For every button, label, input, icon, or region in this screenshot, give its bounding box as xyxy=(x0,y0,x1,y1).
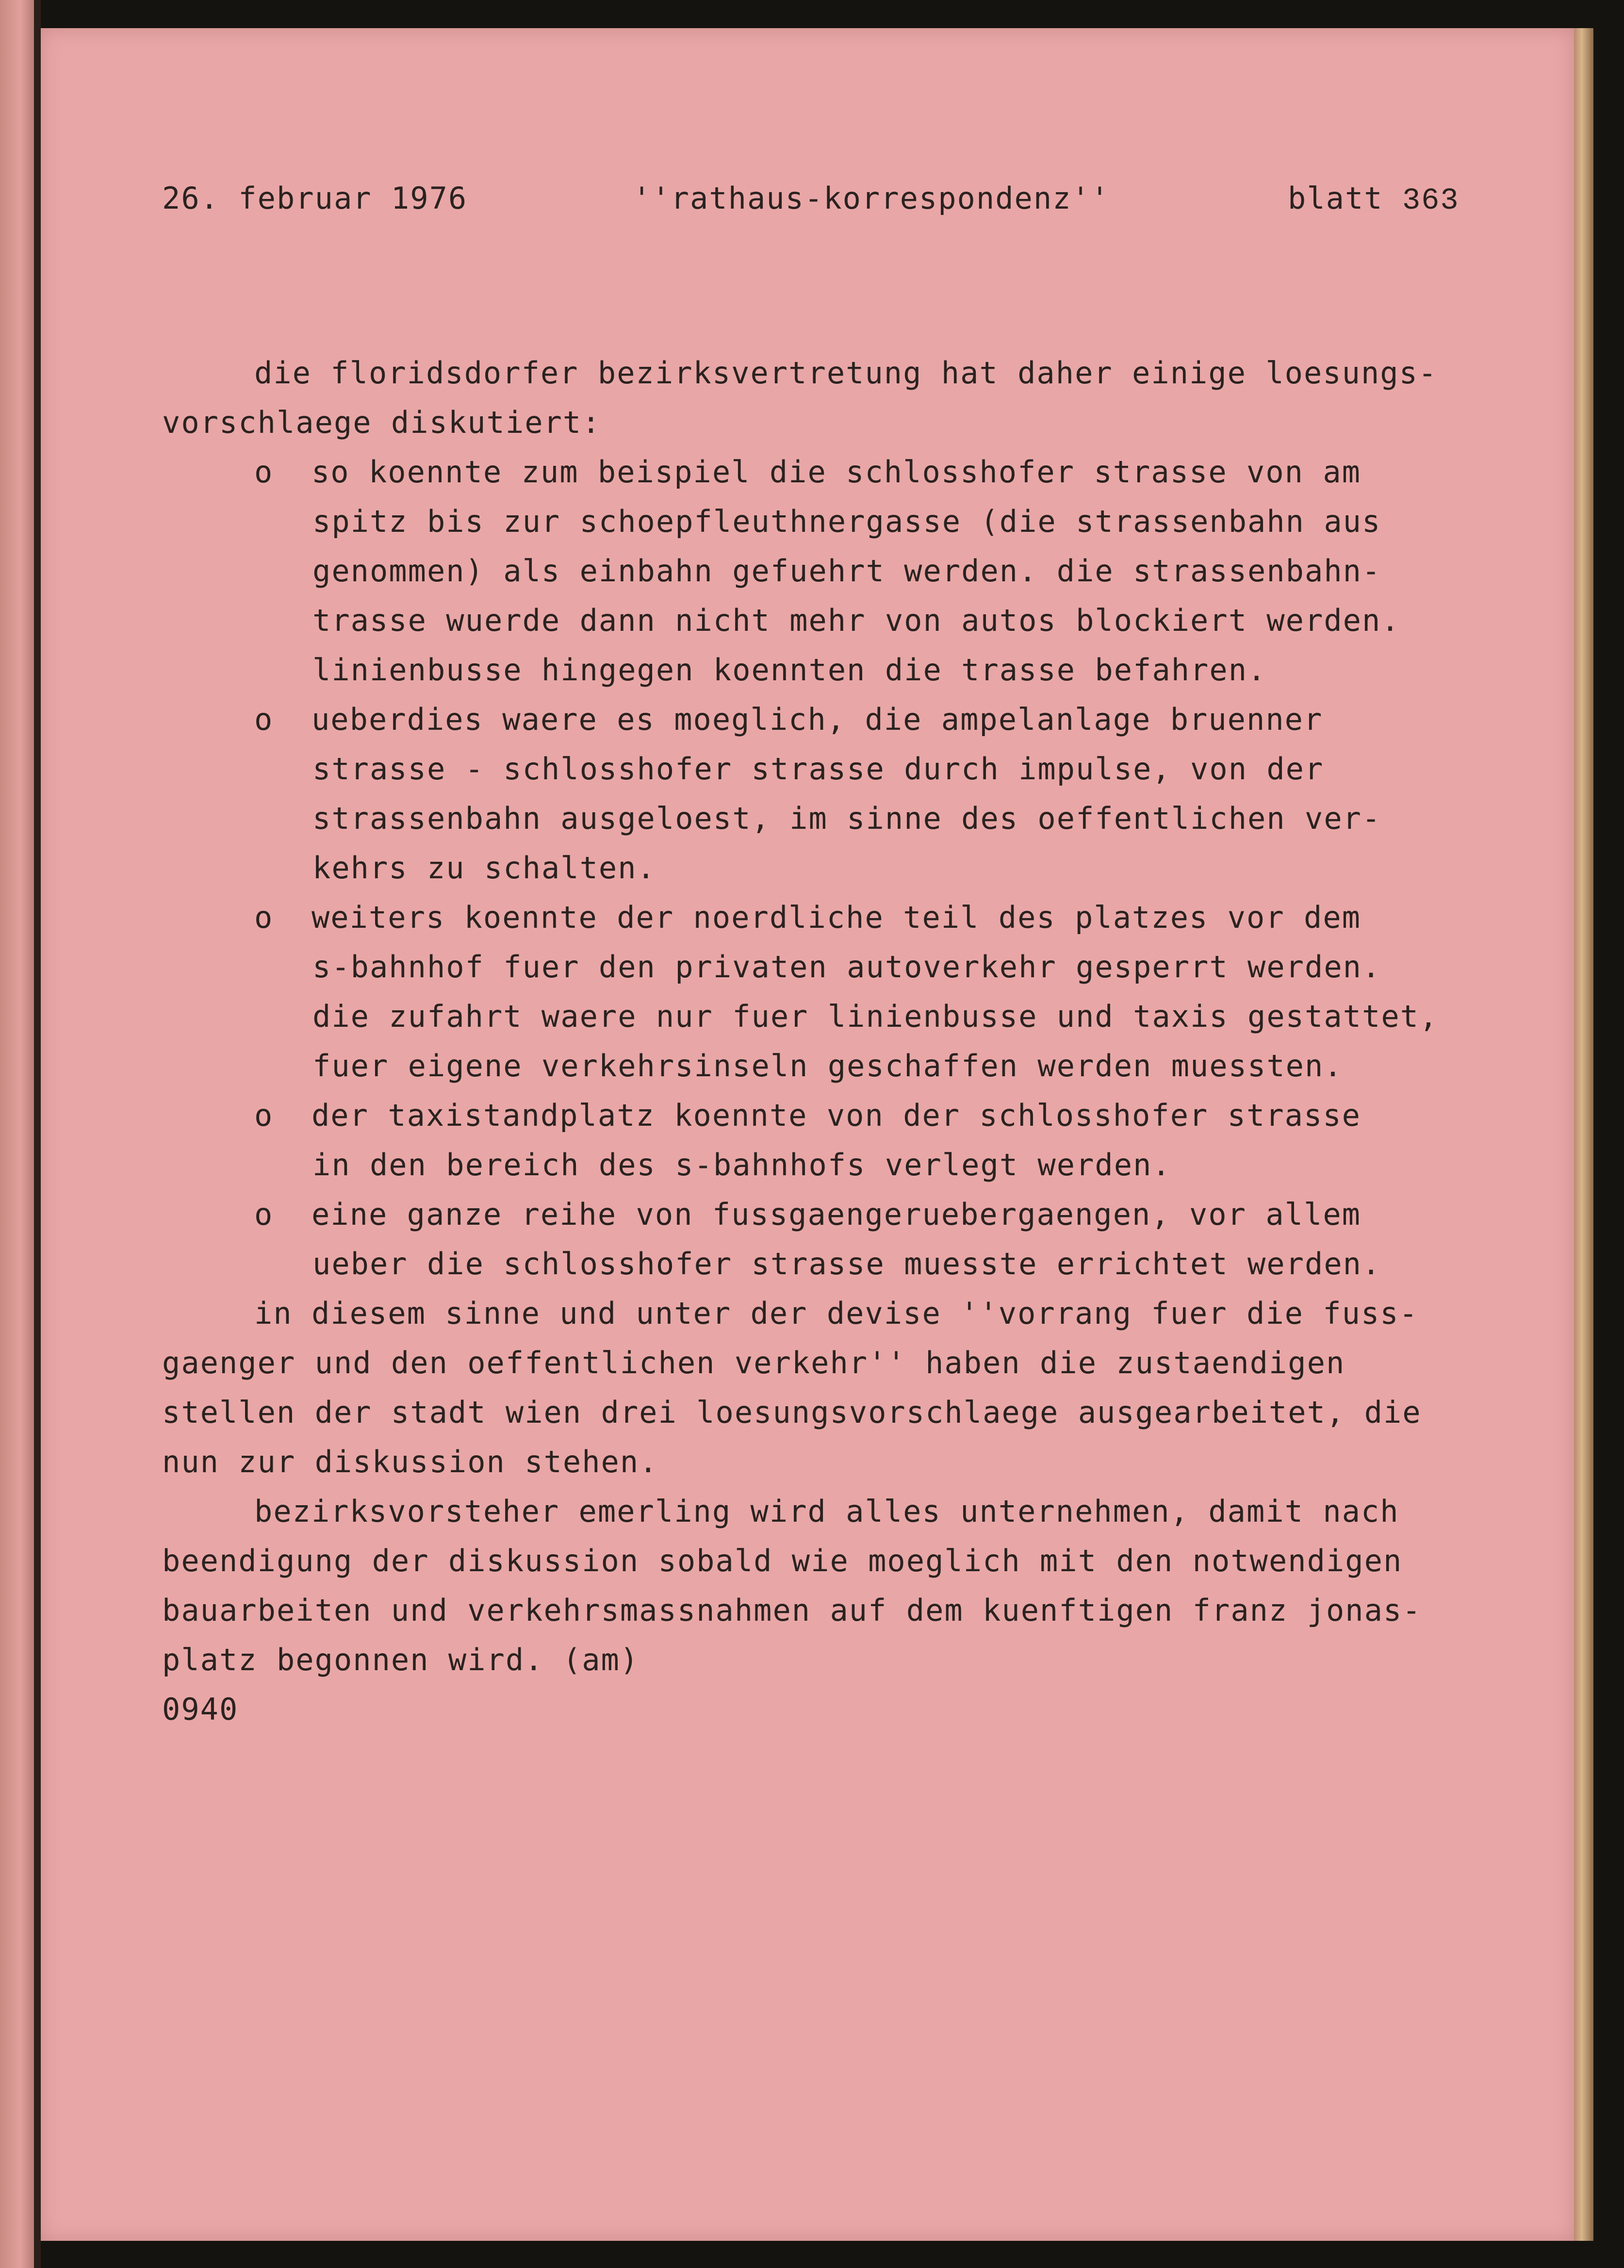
body-line: ueber die schlosshofer strasse muesste errichtet werden. xyxy=(312,1246,1381,1282)
body-line: linienbusse hingegen koennten die trasse befahren. xyxy=(312,652,1267,688)
bullet-line: o eine ganze reihe von fussgaengeruebergaengen, vor allem xyxy=(254,1197,1361,1232)
header-date: 26. februar 1976 xyxy=(162,181,468,216)
body-line: strassenbahn ausgeloest, im sinne des oeffentlichen ver- xyxy=(312,801,1381,836)
body-line: s-bahnhof fuer den privaten autoverkehr gesperrt werden. xyxy=(312,949,1381,985)
body-line: strasse - schlosshofer strasse durch impulse, von der xyxy=(312,751,1324,787)
bullet-line: o ueberdies waere es moeglich, die ampelanlage bruenner xyxy=(254,702,1323,737)
body-line: spitz bis zur schoepfleuthnergasse (die strassenbahn aus xyxy=(312,504,1381,539)
body-line: in diesem sinne und unter der devise ''vorrang fuer die fuss- xyxy=(254,1296,1418,1331)
body-line: gaenger und den oeffentlichen verkehr'' haben die zustaendigen xyxy=(162,1345,1345,1381)
body-line: genommen) als einbahn gefuehrt werden. die strassenbahn- xyxy=(312,553,1381,589)
binding-gutter xyxy=(34,0,41,2268)
document-code: 0940 xyxy=(162,1692,239,1727)
body-line: trasse wuerde dann nicht mehr von autos blockiert werden. xyxy=(312,603,1400,638)
bullet-line: o der taxistandplatz koennte von der schlosshofer strasse xyxy=(254,1098,1361,1133)
body-line: bezirksvorsteher emerling wird alles unternehmen, damit nach xyxy=(254,1494,1399,1529)
body-line: fuer eigene verkehrsinseln geschaffen werden muessten. xyxy=(312,1048,1343,1084)
body-line: die floridsdorfer bezirksvertretung hat daher einige loesungs- xyxy=(254,355,1438,391)
body-line: stellen der stadt wien drei loesungsvorschlaege ausgearbeitet, die xyxy=(162,1395,1422,1430)
body-line: die zufahrt waere nur fuer linienbusse und taxis gestattet, xyxy=(312,999,1439,1034)
sheet-number: 363 xyxy=(1402,183,1460,218)
header-sheet xyxy=(1288,183,1460,216)
typewritten-page xyxy=(41,28,1574,2241)
body-line: vorschlaege diskutiert: xyxy=(162,405,601,440)
header-publication-title: ''rathaus-korrespondenz'' xyxy=(633,181,1110,216)
body-line: platz begonnen wird. (am) xyxy=(162,1642,640,1677)
body-line: in den bereich des s-bahnhofs verlegt werden. xyxy=(312,1147,1171,1183)
bullet-line: o weiters koennte der noerdliche teil des platzes vor dem xyxy=(254,900,1361,935)
body-line: nun zur diskussion stehen. xyxy=(162,1444,658,1479)
body-line: kehrs zu schalten. xyxy=(312,850,656,886)
sheet-label: blatt xyxy=(1288,181,1383,216)
page-edge-right xyxy=(1574,28,1593,2241)
adjacent-page-edge xyxy=(0,0,34,2268)
body-line: bauarbeiten und verkehrsmassnahmen auf dem kuenftigen franz jonas- xyxy=(162,1593,1422,1628)
bullet-line: o so koennte zum beispiel die schlosshofer strasse von am xyxy=(254,454,1361,490)
body-line: beendigung der diskussion sobald wie moeglich mit den notwendigen xyxy=(162,1543,1403,1578)
